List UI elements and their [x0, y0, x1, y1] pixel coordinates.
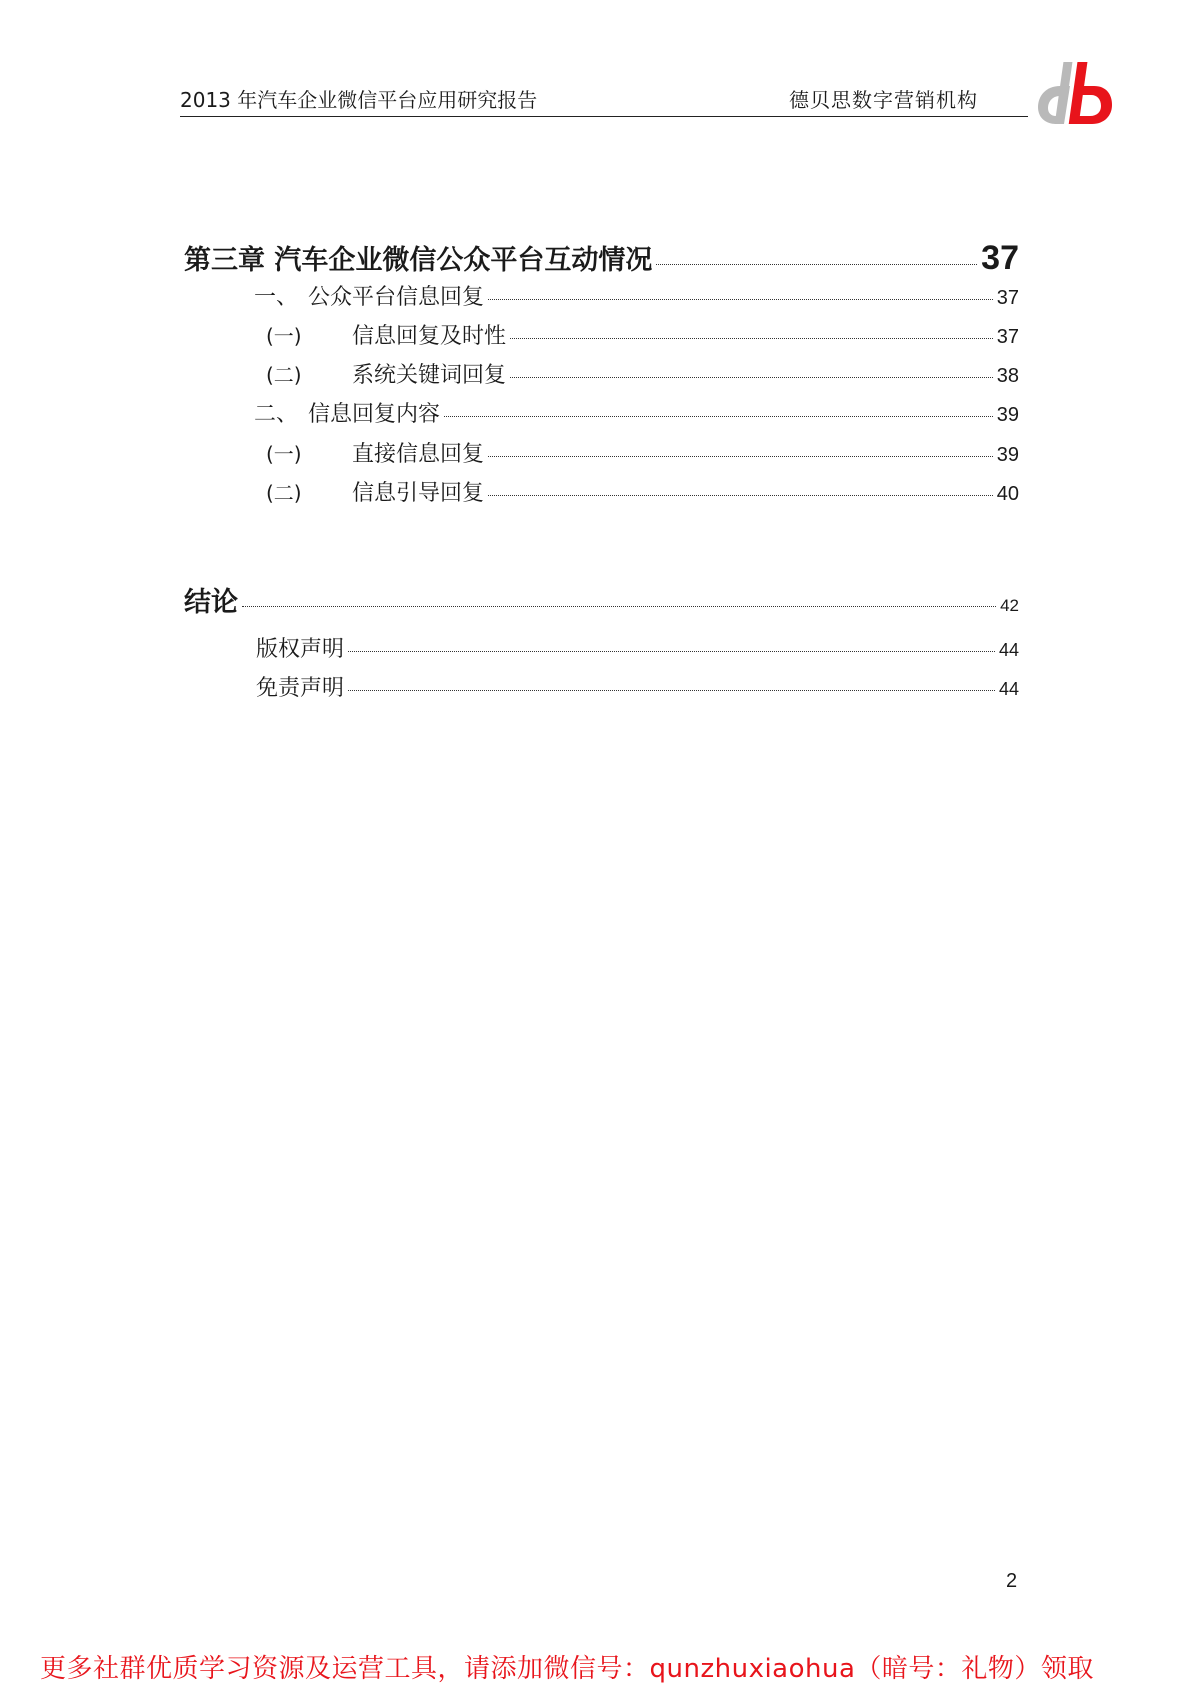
subsection-title: 系统关键词回复	[352, 363, 507, 388]
toc-section-1[interactable]	[254, 280, 1019, 311]
dot-leader	[444, 416, 993, 417]
toc-section-2[interactable]	[254, 397, 1019, 428]
page-number: 2	[1006, 1570, 1018, 1592]
toc-conclusion[interactable]	[184, 580, 1019, 619]
disclaimer-page: 44	[998, 679, 1019, 699]
section-title: 信息回复内容	[308, 402, 441, 427]
toc-subsection-1-1[interactable]	[266, 319, 1019, 350]
dot-leader	[510, 338, 993, 339]
organization-name: 德贝思数字营销机构	[789, 88, 978, 112]
subsection-title: 信息引导回复	[352, 481, 485, 506]
section-title: 公众平台信息回复	[308, 285, 485, 310]
toc-subsection-1-2[interactable]	[266, 358, 1019, 389]
section-page: 37	[996, 287, 1019, 309]
page-header	[180, 84, 1028, 117]
dot-leader	[348, 651, 995, 652]
footer-promo: 更多社群优质学习资源及运营工具，请添加微信号：qunzhuxiaohua（暗号：礼物）领取	[40, 1654, 1094, 1684]
dot-leader	[242, 606, 996, 607]
toc-copyright[interactable]	[256, 632, 1019, 663]
subsection-number: (二)	[266, 363, 302, 387]
dot-leader	[510, 377, 993, 378]
dot-leader	[488, 299, 993, 300]
subsection-number: (一)	[266, 442, 302, 466]
logo-b-icon	[1069, 62, 1112, 124]
dot-leader	[656, 264, 977, 265]
subsection-page: 38	[996, 365, 1019, 387]
copyright-title: 版权声明	[256, 637, 345, 662]
chapter-title: 第三章 汽车企业微信公众平台互动情况	[184, 245, 653, 276]
logo-d-icon	[1038, 62, 1072, 124]
section-number: 二、	[254, 402, 299, 427]
section-number: 一、	[254, 285, 299, 310]
db-logo-icon	[1030, 58, 1116, 128]
conclusion-title: 结论	[184, 587, 238, 618]
disclaimer-title: 免责声明	[256, 676, 345, 701]
subsection-page: 40	[996, 483, 1019, 505]
subsection-title: 信息回复及时性	[352, 324, 507, 349]
subsection-page: 37	[996, 326, 1019, 348]
dot-leader	[488, 456, 993, 457]
subsection-number: (一)	[266, 324, 302, 348]
toc-subsection-2-1[interactable]	[266, 437, 1019, 468]
conclusion-page: 42	[1000, 596, 1019, 615]
toc-disclaimer[interactable]	[256, 671, 1019, 702]
subsection-title: 直接信息回复	[352, 442, 485, 467]
subsection-page: 39	[996, 444, 1019, 466]
report-title: 2013 年汽车企业微信平台应用研究报告	[180, 88, 538, 112]
toc-chapter-3[interactable]	[184, 238, 1019, 278]
dot-leader	[348, 690, 995, 691]
dot-leader	[488, 495, 993, 496]
subsection-number: (二)	[266, 481, 302, 505]
copyright-page: 44	[998, 640, 1019, 660]
chapter-page: 37	[981, 239, 1019, 277]
toc-subsection-2-2[interactable]	[266, 476, 1019, 507]
section-page: 39	[996, 404, 1019, 426]
